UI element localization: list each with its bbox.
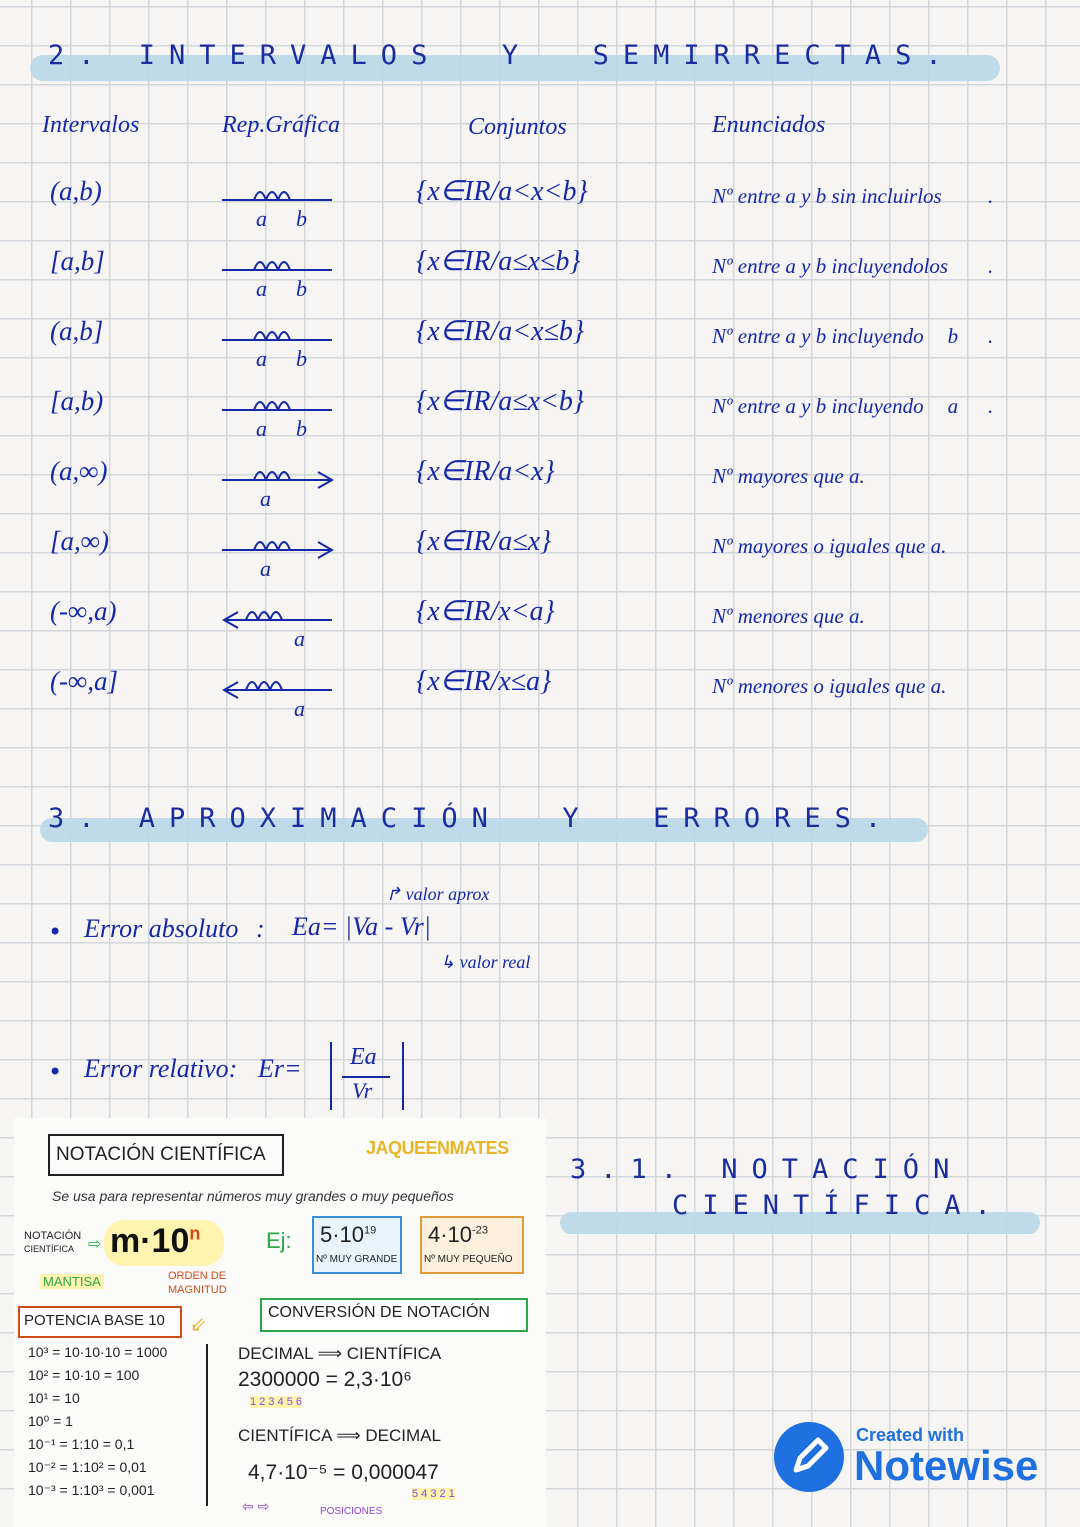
interval-hatch: [266, 542, 278, 550]
set-notation: {x∈IR/a<x}: [416, 456, 555, 487]
formula-exponent: n: [189, 1223, 201, 1244]
interval-hatch: [254, 402, 266, 410]
interval-notation: (a,b]: [50, 316, 104, 346]
column-header-intervals: Intervalos: [42, 112, 140, 138]
interval-hatch: [266, 332, 278, 340]
direction-arrows-icon: ⇦ ⇨: [242, 1498, 270, 1514]
interval-hatch: [266, 192, 278, 200]
interval-notation: (a,∞): [50, 456, 108, 486]
statement-variable: a: [947, 394, 959, 418]
number-line-graph: [218, 248, 338, 304]
error-absolute-colon: :: [256, 914, 265, 943]
statement-variable: b: [947, 324, 959, 348]
number-line-graph: [218, 458, 338, 514]
interval-hatch: [266, 402, 278, 410]
set-notation: {x∈IR/x≤a}: [416, 666, 552, 697]
graph-label: a: [294, 696, 305, 721]
section31-title-line1: 3.1. NOTACIÓN: [570, 1154, 964, 1185]
error-absolute-label: Error absoluto: [84, 914, 239, 943]
notation-label-1: NOTACIÓN: [24, 1230, 82, 1242]
number-line-graph: [218, 178, 338, 234]
statement-text: Nº menores o iguales que a.: [712, 674, 947, 698]
power-row: 10⁻² = 1:10² = 0,01: [28, 1459, 147, 1475]
interval-hatch: [258, 612, 270, 620]
posiciones-label: POSICIONES: [320, 1506, 383, 1517]
power-row: 10⁰ = 1: [28, 1413, 73, 1429]
statement-text: Nº entre a y b incluyendolos: [712, 254, 949, 278]
column-header-statements: Enunciados: [712, 112, 826, 138]
powers-divider: [206, 1344, 208, 1506]
statement-dot: .: [988, 394, 994, 418]
interval-hatch: [278, 542, 290, 550]
error-absolute-formula: Ea= |Va - Vr|: [292, 912, 431, 941]
card-title: NOTACIÓN CIENTÍFICA: [56, 1144, 266, 1165]
real-value-note: ↳ valor real: [440, 952, 531, 972]
example1-label: Nº MUY GRANDE: [316, 1254, 398, 1265]
statement-text: Nº entre a y b incluyendo: [712, 324, 924, 348]
statement-dot: .: [988, 184, 994, 208]
interval-notation: (-∞,a]: [50, 666, 118, 696]
interval-hatch: [266, 472, 278, 480]
set-notation: {x∈IR/a≤x}: [416, 526, 552, 557]
statement: [712, 184, 942, 209]
statement: [712, 324, 958, 349]
conversion1-positions: 1 2 3 4 5 6: [250, 1396, 302, 1408]
statement-dot: .: [988, 324, 994, 348]
statement: [712, 394, 958, 419]
statement: [712, 464, 865, 489]
graph-label: a: [256, 276, 267, 301]
bullet: •: [48, 1058, 63, 1086]
set-notation: {x∈IR/a<x≤b}: [416, 316, 585, 347]
example-label: Ej:: [266, 1228, 292, 1253]
fraction-numerator: Ea: [350, 1044, 377, 1070]
card-brand: JAQUEENMATES: [366, 1138, 509, 1158]
graph-label: a: [260, 556, 271, 581]
example2-value: $4\cdot 10^{-23}$: [428, 1222, 488, 1247]
set-notation: {x∈IR/a≤x<b}: [416, 386, 585, 417]
interval-hatch: [270, 612, 282, 620]
interval-hatch: [246, 612, 258, 620]
interval-hatch: [258, 682, 270, 690]
graph-label: b: [296, 206, 307, 231]
scientific-notation-card: [14, 1118, 546, 1527]
statement: [712, 254, 948, 279]
scientific-formula: $m\cdot 10^n$: [110, 1222, 201, 1260]
graph-label: a: [294, 626, 305, 651]
orden-label-1: ORDEN DE: [168, 1270, 227, 1282]
number-line-graph: [218, 318, 338, 374]
example1-value: $5\cdot 10^{19}$: [320, 1222, 377, 1247]
statement-text: Nº mayores que a.: [712, 464, 865, 488]
power-row: 10¹ = 10: [28, 1390, 80, 1406]
statement: [712, 534, 946, 559]
statement: [712, 674, 946, 699]
number-line-graph: [218, 388, 338, 444]
interval-hatch: [254, 192, 266, 200]
number-line-graph: [218, 528, 338, 584]
badge-line1: Created with: [856, 1425, 965, 1445]
error-relative-label: Error relativo:: [84, 1054, 238, 1083]
interval-hatch: [266, 262, 278, 270]
interval-notation: (-∞,a): [50, 596, 117, 626]
interval-hatch: [254, 542, 266, 550]
interval-notation: (a,b): [50, 176, 102, 206]
conversion-title: CONVERSIÓN DE NOTACIÓN: [268, 1304, 490, 1321]
example2-label: Nº MUY PEQUEÑO: [424, 1254, 513, 1265]
interval-hatch: [246, 682, 258, 690]
notewise-logo: [774, 1422, 844, 1492]
interval-hatch: [278, 472, 290, 480]
orden-label-2: MAGNITUD: [168, 1284, 227, 1296]
interval-hatch: [278, 262, 290, 270]
powers-title: POTENCIA BASE 10: [24, 1312, 165, 1329]
mantisa-label: MANTISA: [40, 1274, 104, 1289]
badge-line2: Notewise: [854, 1442, 1039, 1489]
power-row: 10² = 10·10 = 100: [28, 1367, 140, 1383]
pencil-icon: [774, 1422, 844, 1492]
statement: [712, 604, 865, 629]
interval-hatch: [254, 262, 266, 270]
power-row: 10⁻³ = 1:10³ = 0,001: [28, 1482, 155, 1498]
fraction-denominator: Vr: [352, 1078, 373, 1103]
interval-notation: [a,b]: [50, 246, 105, 276]
conversion2-example: 4,7·10⁻⁵ = 0,000047: [248, 1461, 439, 1484]
graph-label: a: [256, 416, 267, 441]
section31-title-line2: CIENTÍFICA.: [672, 1190, 1005, 1221]
notation-label-2: CIENTÍFICA: [24, 1244, 75, 1254]
power-row: 10⁻¹ = 1:10 = 0,1: [28, 1436, 135, 1452]
notation-arrow-icon: ⇨: [88, 1236, 102, 1253]
graph-label: b: [296, 276, 307, 301]
statement-text: Nº entre a y b incluyendo: [712, 394, 924, 418]
section3-title: 3. APROXIMACIÓN Y ERRORES.: [48, 803, 896, 834]
powers-arrow-icon: ⇙: [190, 1314, 207, 1336]
interval-hatch: [254, 332, 266, 340]
conversion1-heading: DECIMAL ⟹ CIENTÍFICA: [238, 1344, 442, 1363]
card-subtitle: Se usa para representar números muy grandes o muy pequeños: [52, 1188, 454, 1204]
number-line-graph: [218, 668, 338, 724]
set-notation: {x∈IR/x<a}: [416, 596, 555, 627]
statement-text: Nº entre a y b sin incluirlos: [712, 184, 942, 208]
power-row: 10³ = 10·10·10 = 1000: [28, 1344, 168, 1360]
number-line-graph: [218, 598, 338, 654]
statement-dot: .: [988, 254, 994, 278]
column-header-graph: Rep.Gráfica: [222, 112, 340, 138]
set-notation: {x∈IR/a<x<b}: [416, 176, 588, 207]
column-header-sets: Conjuntos: [468, 114, 567, 140]
graph-label: a: [260, 486, 271, 511]
interval-hatch: [278, 192, 290, 200]
conversion1-example: 2300000 = 2,3·10⁶: [238, 1368, 412, 1391]
statement-text: Nº mayores o iguales que a.: [712, 534, 947, 558]
interval-hatch: [254, 472, 266, 480]
statement-text: Nº menores que a.: [712, 604, 865, 628]
approx-value-note: ↱ valor aprox: [386, 884, 490, 904]
graph-label: a: [256, 346, 267, 371]
conversion2-positions: 5 4 3 2 1: [412, 1488, 455, 1500]
graph-label: b: [296, 416, 307, 441]
interval-notation: [a,∞): [50, 526, 109, 556]
error-relative-fraction: [330, 1042, 404, 1110]
section2-title: 2. INTERVALOS Y SEMIRRECTAS.: [48, 40, 956, 71]
conversion2-heading: CIENTÍFICA ⟹ DECIMAL: [238, 1426, 441, 1445]
graph-label: b: [296, 346, 307, 371]
bullet: •: [48, 918, 63, 946]
error-relative-lhs: Er=: [258, 1054, 302, 1083]
interval-hatch: [278, 332, 290, 340]
interval-hatch: [270, 682, 282, 690]
graph-label: a: [256, 206, 267, 231]
interval-notation: [a,b): [50, 386, 104, 416]
interval-hatch: [278, 402, 290, 410]
set-notation: {x∈IR/a≤x≤b}: [416, 246, 581, 277]
